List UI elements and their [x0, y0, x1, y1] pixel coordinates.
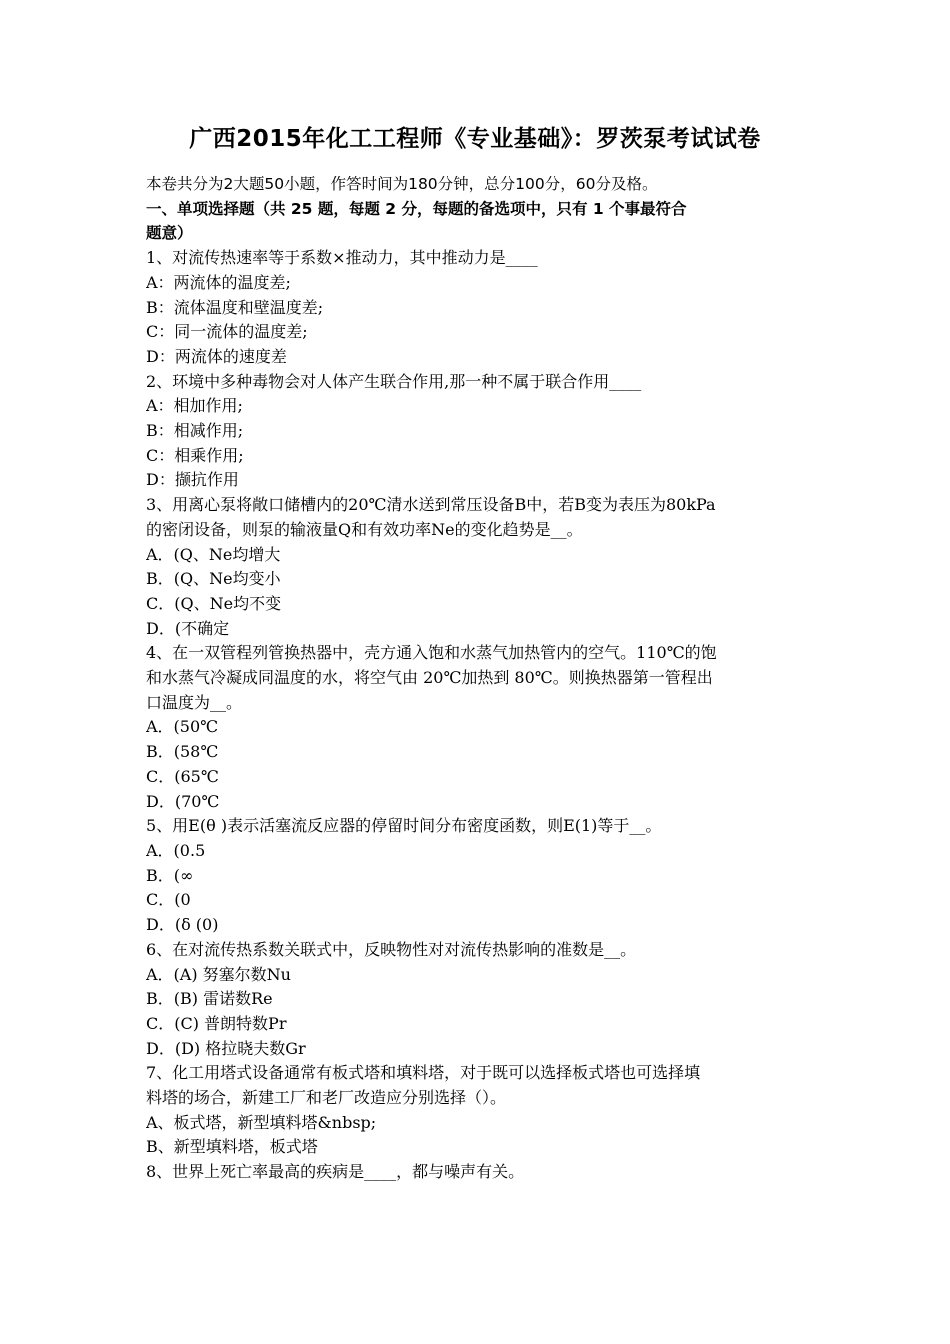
section-heading-line-1: 一、单项选择题（共 25 题，每题 2 分，每题的备选项中，只有 1 个事最符合 [146, 199, 687, 218]
option-c: C．(Q、Ne均不变 [146, 593, 282, 613]
option-d: D：两流体的速度差 [146, 346, 287, 366]
question-stem-cont: 料塔的场合，新建工厂和老厂改造应分别选择（）。 [146, 1088, 507, 1108]
option-a: A．(0.5 [146, 840, 206, 860]
option-a: A．(A) 努塞尔数Nu [146, 964, 291, 984]
question-stem-cont: 和水蒸气冷凝成同温度的水，将空气由 20℃加热到 80℃。则换热器第一管程出 [146, 668, 713, 688]
option-c: C．(0 [146, 890, 191, 910]
question-8 [146, 1160, 812, 1185]
option-b: B．(B) 雷诺数Re [146, 989, 273, 1009]
question-5 [146, 814, 812, 938]
question-stem-cont: 口温度为__。 [146, 692, 243, 712]
option-d: D：撷抗作用 [146, 470, 239, 490]
section-heading-line-2: 题意） [146, 224, 193, 243]
question-7 [146, 1061, 812, 1160]
option-c: C．(65℃ [146, 766, 219, 786]
question-2 [146, 370, 812, 494]
question-stem: 7、化工用塔式设备通常有板式塔和填料塔，对于既可以选择板式塔也可选择填 [146, 1063, 701, 1083]
question-4 [146, 641, 812, 814]
option-b: B．(∞ [146, 865, 194, 885]
question-stem: 4、在一双管程列管换热器中，壳方通入饱和水蒸气加热管内的空气。110℃的饱 [146, 643, 717, 663]
option-b: B．(58℃ [146, 742, 219, 762]
exam-intro: 本卷共分为2大题50小题，作答时间为180分钟，总分100分，60分及格。 [146, 175, 658, 193]
option-b: B：流体温度和壁温度差; [146, 297, 324, 317]
option-a: A．(Q、Ne均增大 [146, 544, 281, 564]
question-stem: 3、用离心泵将敞口储槽内的20℃清水送到常压设备B中，若B变为表压为80kPa [146, 495, 716, 515]
option-b: B．(Q、Ne均变小 [146, 569, 281, 589]
option-c: C：相乘作用; [146, 445, 244, 465]
question-stem: 2、环境中多种毒物会对人体产生联合作用,那一种不属于联合作用____ [146, 371, 642, 391]
option-b: B、新型填料塔，板式塔 [146, 1137, 318, 1157]
option-a: A：相加作用; [146, 396, 243, 416]
page-title: 广西2015年化工工程师《专业基础》：罗茨泵考试试卷 [189, 126, 761, 152]
question-stem: 1、对流传热速率等于系数×推动力，其中推动力是____ [146, 248, 538, 268]
option-d: D．(δ (0) [146, 915, 219, 935]
question-stem: 5、用E(θ )表示活塞流反应器的停留时间分布密度函数，则E(1)等于__。 [146, 816, 662, 836]
option-b: B：相减作用; [146, 421, 244, 441]
option-d: D．(不确定 [146, 618, 230, 638]
question-stem-cont: 的密闭设备，则泵的输液量Q和有效功率Ne的变化趋势是__。 [146, 519, 583, 539]
option-a: A：两流体的温度差; [146, 272, 291, 292]
question-3 [146, 493, 812, 641]
question-stem: 6、在对流传热系数关联式中，反映物性对对流传热影响的准数是__。 [146, 939, 637, 959]
option-a: A、板式塔，新型填料塔&nbsp; [146, 1112, 377, 1132]
exam-body [146, 172, 812, 1185]
question-stem: 8、世界上死亡率最高的疾病是____，都与噪声有关。 [146, 1162, 525, 1182]
question-6 [146, 938, 812, 1062]
question-1 [146, 246, 812, 370]
option-c: C．(C) 普朗特数Pr [146, 1013, 287, 1033]
option-c: C：同一流体的温度差; [146, 322, 308, 342]
option-d: D．(D) 格拉晓夫数Gr [146, 1038, 306, 1058]
option-a: A．(50℃ [146, 717, 219, 737]
option-d: D．(70℃ [146, 791, 220, 811]
